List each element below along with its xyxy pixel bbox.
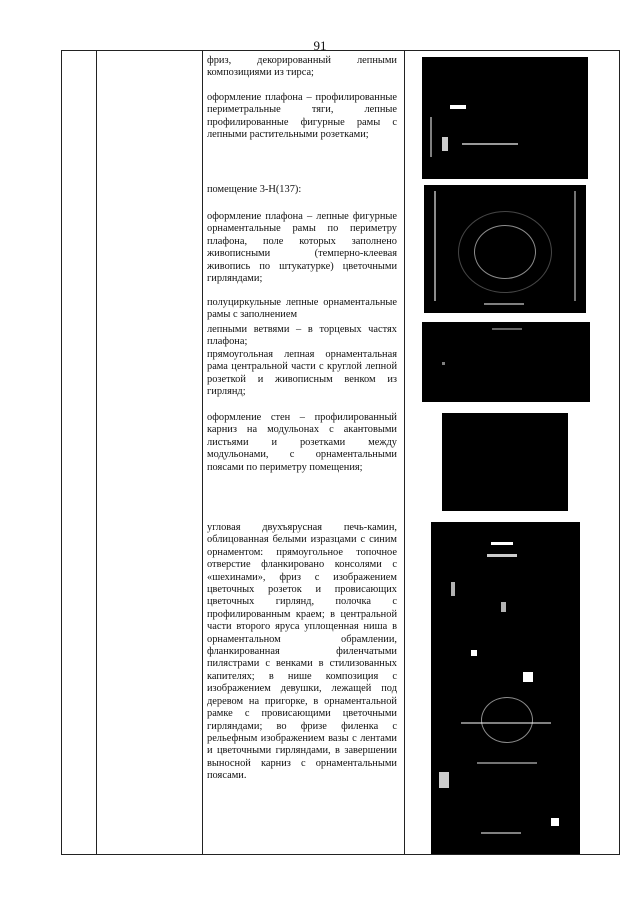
paragraph-branches: лепными ветвями – в торцевых частях плафона; [207,324,397,348]
paragraph-plafond: оформление плафона – профилированные периметральные тяги, лепные профилированные фигурные рамы с лепными растительными розетками; [207,92,397,141]
photo-plafond-frame [422,57,588,179]
column-divider [404,51,405,854]
paragraph-central-frame: прямоугольная лепная орнаментальная рама центральной части с круглой лепной розеткой и живописным венком из гирлянд; [207,349,397,398]
paragraph-plafond-frames: оформление плафона – лепные фигурные орнаментальные рамы по периметру плафона, поле которых заполнено живописными (темперно-клеевая живопись по штукатурке) цветочными гирляндами; [207,211,397,285]
paragraph-semicircular-frames: полуциркульные лепные орнаментальные рамы с заполнением [207,297,397,321]
document-table [61,50,620,855]
column-divider [96,51,97,854]
page-number: 91 [313,38,327,53]
paragraph-room-heading: помещение 3-Н(137): [207,184,302,195]
photo-cornice [442,413,568,511]
photo-plafond-rosette [424,185,586,313]
paragraph-walls: оформление стен – профилированный карниз на модульонах с акантовыми листьями и розетками между модульонами, с орнаментальными поясами по периметру помещения; [207,412,397,473]
photo-plafond-end [422,322,590,402]
column-divider [202,51,203,854]
paragraph-frieze: фриз, декорированный лепными композициями из тирса; [207,55,397,79]
paragraph-stove: угловая двухъярусная печь-камин, облицованная белыми изразцами с синим орнаментом: прямоугольное топочное отверстие фланкировано консолями с «шехинами», фриз с изображением цветочных розеток и провисающих цветочных гирлянд, полочка с профилированным краем; в центральной части второго яруса уплощенная ниша в орнаментальном обрамлении, фланкированная филенчатыми пилястрами с венками в стилизованных капителях; в нише композиция с изображением девушки, лежащей под деревом на пригорке, в орнаментальной рамке с провисающими цветочными гирляндами; во фризе филенка с рельефным изображением вазы с лентами и цветочными гирляндами, в завершении выносной карниз с орнаментальными поясами. [207,522,397,782]
photo-stove-fireplace [431,522,580,854]
